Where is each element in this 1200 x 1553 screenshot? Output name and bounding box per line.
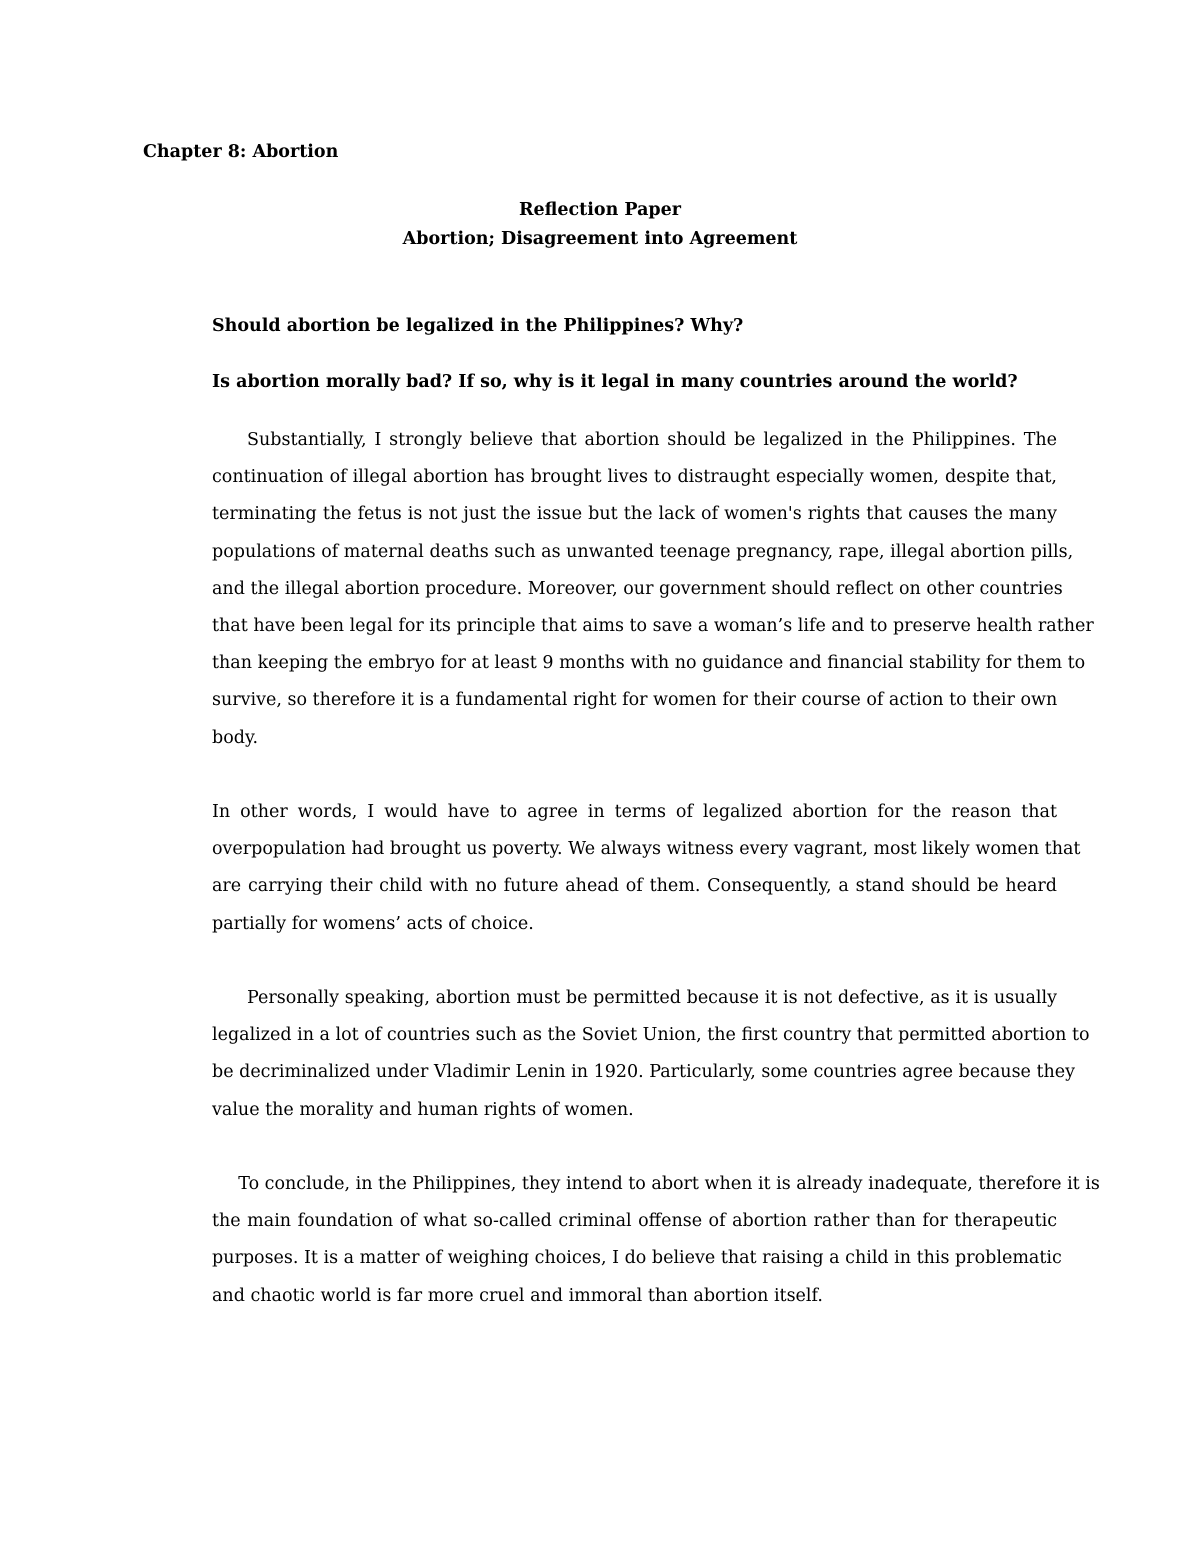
paragraph-line: Personally speaking, abortion must be permitted because it is not defective, as it is usually bbox=[247, 988, 1057, 1008]
question-2: Is abortion morally bad? If so, why is it legal in many countries around the world? bbox=[212, 372, 1018, 392]
paper-subtitle: Abortion; Disagreement into Agreement bbox=[402, 229, 798, 249]
paper-title: Reflection Paper bbox=[518, 200, 682, 220]
chapter-heading: Chapter 8: Abortion bbox=[143, 142, 339, 162]
paragraph-line: populations of maternal deaths such as unwanted teenage pregnancy, rape, illegal abortion pills, bbox=[212, 541, 1074, 562]
paragraph-line: legalized in a lot of countries such as the Soviet Union, the first country that permitted abortion to bbox=[212, 1025, 1090, 1046]
paragraph-4 bbox=[212, 1166, 1100, 1315]
paragraph-2 bbox=[212, 794, 1081, 943]
paragraph-line: that have been legal for its principle that aims to save a woman’s life and to preserve health rather bbox=[212, 615, 1094, 636]
paragraph-line: Substantially, I strongly believe that abortion should be legalized in the Philippines. The bbox=[247, 430, 1057, 450]
paragraph-line: overpopulation had brought us poverty. We always witness every vagrant, most likely women that bbox=[212, 839, 1081, 860]
paragraph-line: continuation of illegal abortion has brought lives to distraught especially women, despite that, bbox=[212, 467, 1057, 488]
paragraph-line: To conclude, in the Philippines, they intend to abort when it is already inadequate, therefore it is bbox=[238, 1174, 1100, 1194]
paragraph-line: the main foundation of what so-called criminal offense of abortion rather than for therapeutic bbox=[212, 1211, 1057, 1232]
paragraph-line: than keeping the embryo for at least 9 months with no guidance and financial stability for them to bbox=[212, 653, 1086, 674]
paragraph-line: be decriminalized under Vladimir Lenin in 1920. Particularly, some countries agree because they bbox=[212, 1062, 1076, 1083]
paragraph-line: purposes. It is a matter of weighing choices, I do believe that raising a child in this problematic bbox=[212, 1248, 1062, 1269]
paragraph-line: and chaotic world is far more cruel and immoral than abortion itself. bbox=[212, 1285, 823, 1306]
paragraph-line: body. bbox=[212, 727, 259, 748]
paragraph-line: survive, so therefore it is a fundamental right for women for their course of action to their own bbox=[212, 690, 1058, 711]
paragraph-line: In other words, I would have to agree in terms of legalized abortion for the reason that bbox=[212, 802, 1057, 822]
paragraph-line: are carrying their child with no future ahead of them. Consequently, a stand should be heard bbox=[212, 876, 1057, 897]
paragraph-line: value the morality and human rights of women. bbox=[212, 1099, 634, 1120]
question-1: Should abortion be legalized in the Philippines? Why? bbox=[212, 316, 744, 336]
paragraph-3 bbox=[212, 980, 1090, 1129]
paragraph-line: and the illegal abortion procedure. Moreover, our government should reflect on other countries bbox=[212, 578, 1063, 599]
paragraph-1 bbox=[212, 422, 1094, 757]
paragraph-line: terminating the fetus is not just the issue but the lack of women's rights that causes the many bbox=[212, 504, 1057, 525]
paragraph-line: partially for womens’ acts of choice. bbox=[212, 913, 534, 934]
